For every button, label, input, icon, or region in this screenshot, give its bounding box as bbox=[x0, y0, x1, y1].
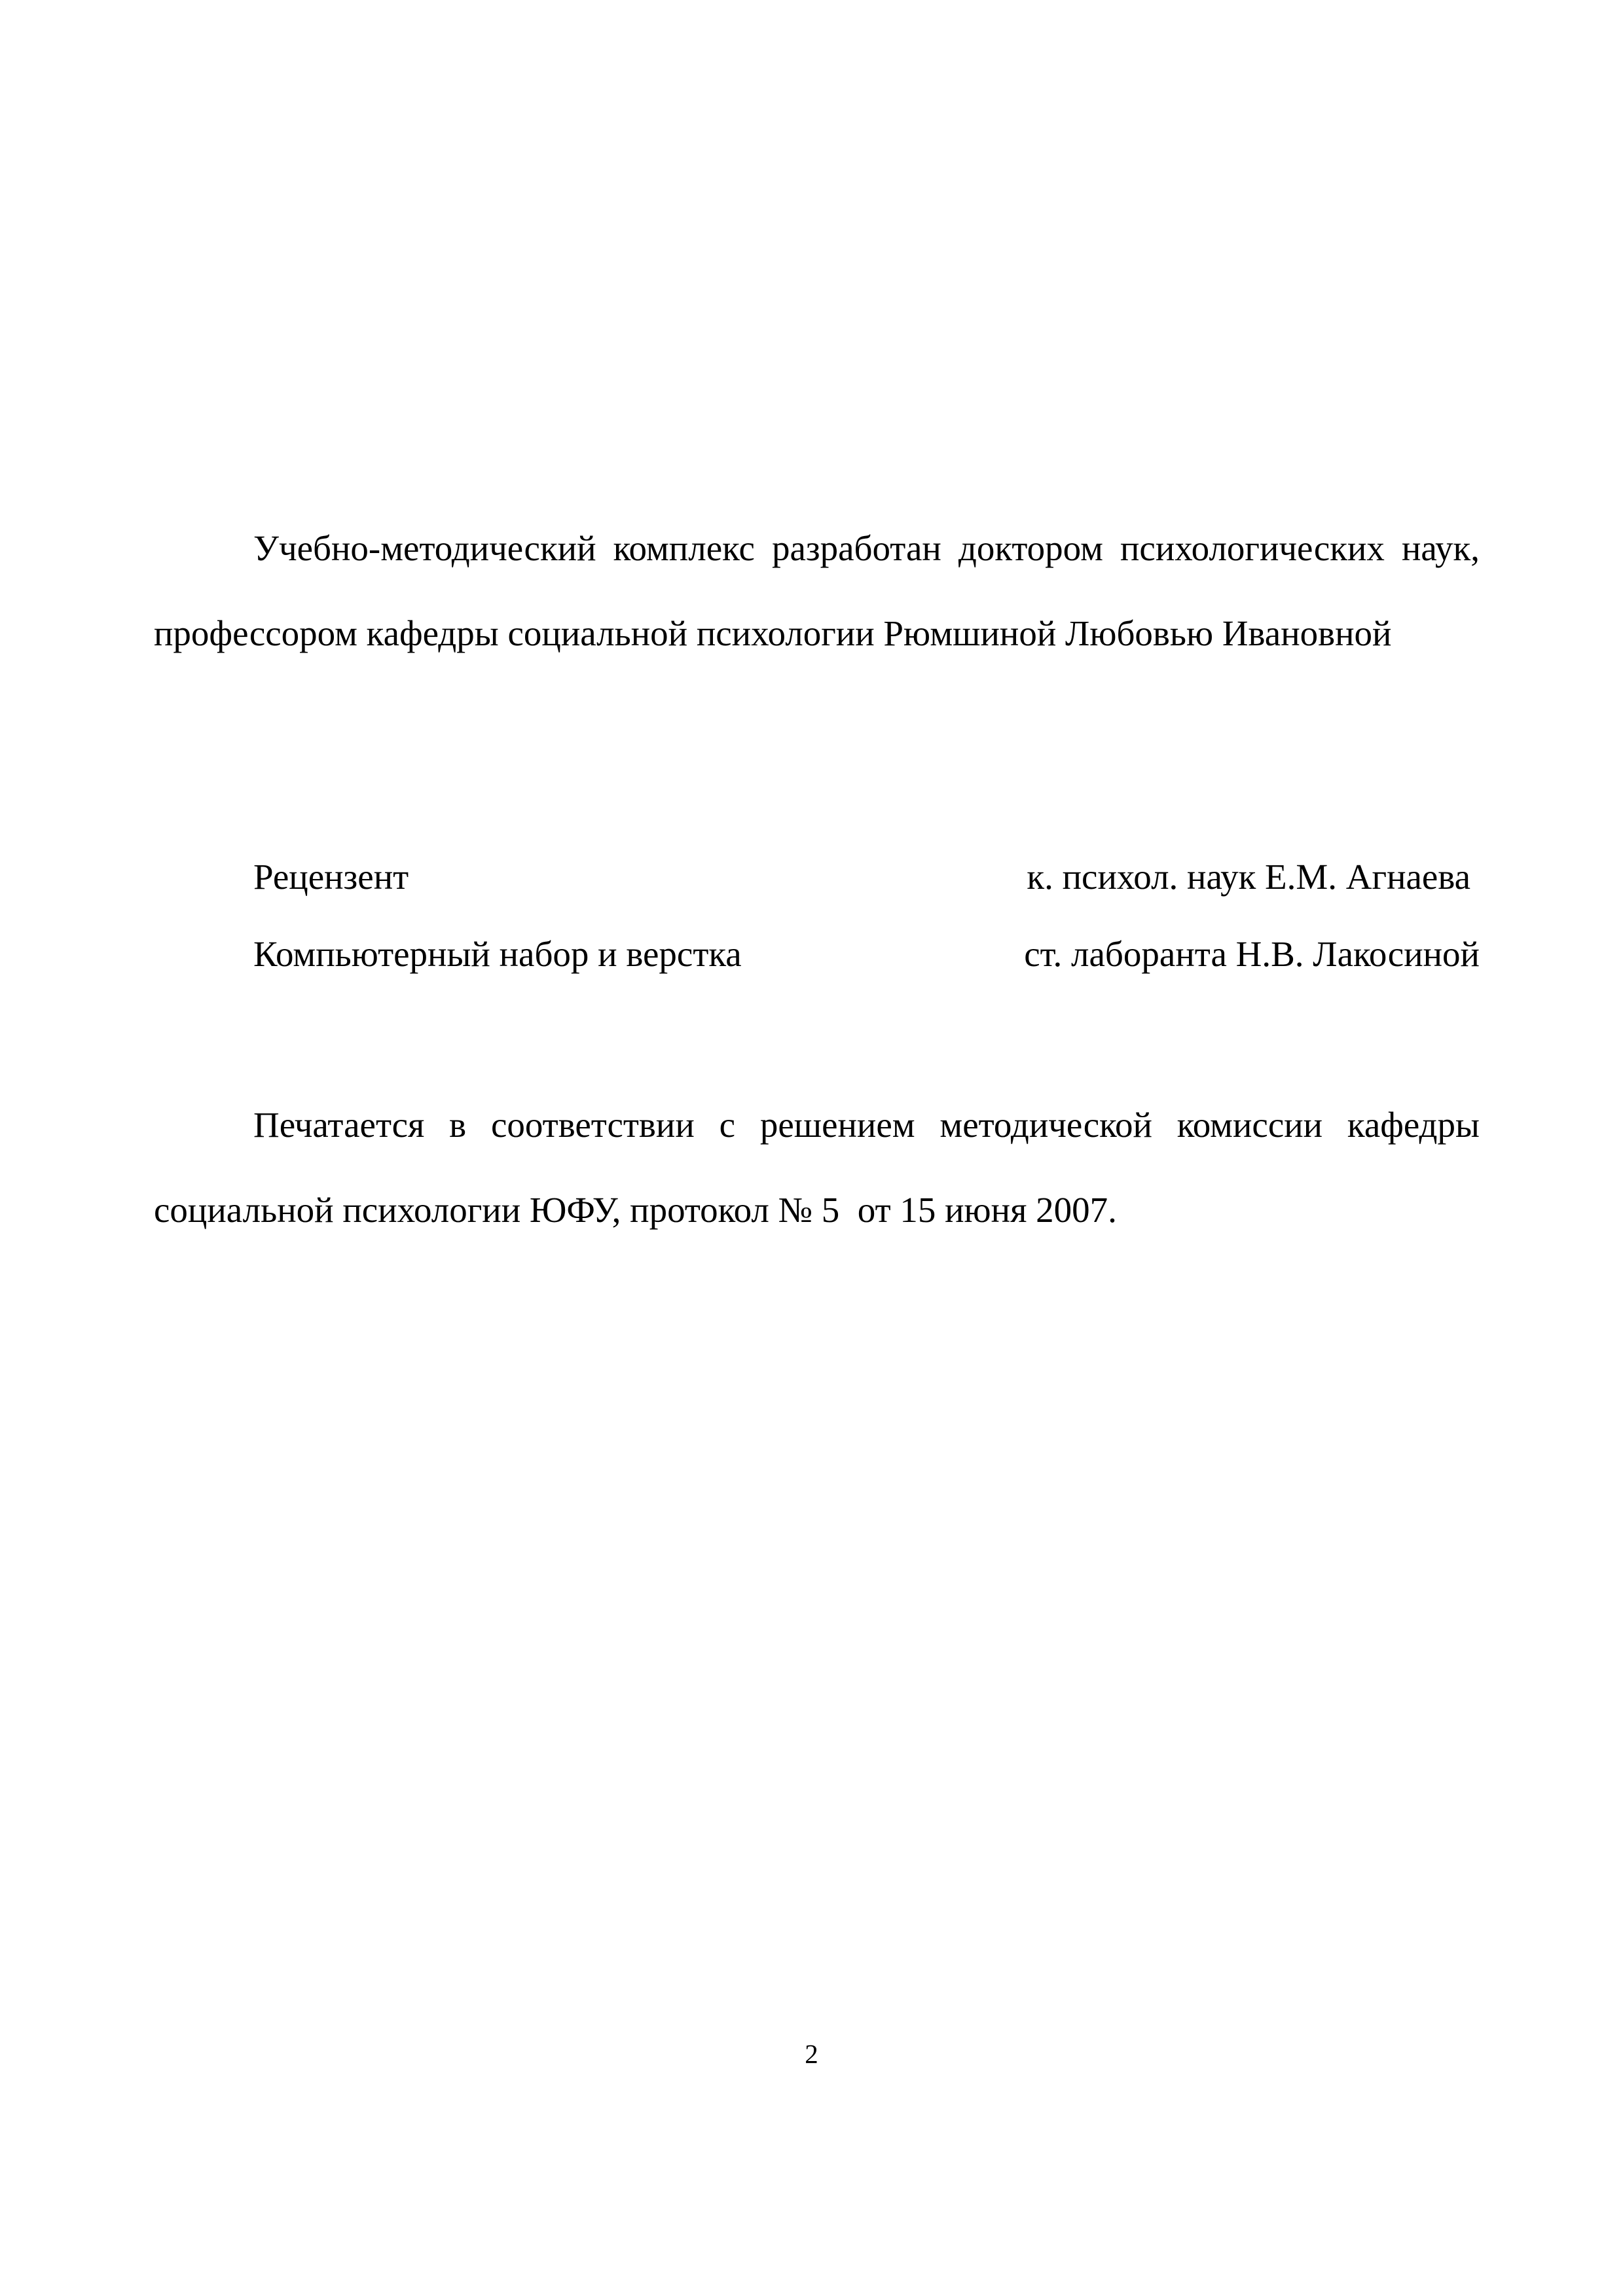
credit-person: ст. лаборанта Н.В. Лакосиной bbox=[1024, 934, 1480, 974]
publication-notice: Печатается в соответствии с решением методической комиссии кафедры социальной психологии ЮФУ, протокол № 5 от 15 июня 2007. bbox=[154, 1105, 1489, 1230]
credit-role: Рецензент bbox=[253, 857, 409, 897]
credit-row-reviewer bbox=[253, 856, 1480, 908]
intro-paragraph: Учебно-методический комплекс разработан доктором психологических наук, профессором кафедры социальной психологии Рюмшиной Любовью Ивановной bbox=[154, 528, 1480, 653]
credit-person: к. психол. наук Е.М. Агнаева bbox=[1027, 857, 1470, 897]
credit-role: Компьютерный набор и верстка bbox=[253, 934, 742, 974]
intro-section bbox=[154, 506, 1480, 676]
notice-section bbox=[154, 1083, 1489, 1253]
credit-row-typesetting bbox=[253, 933, 1480, 986]
page-number: 2 bbox=[805, 2039, 818, 2069]
